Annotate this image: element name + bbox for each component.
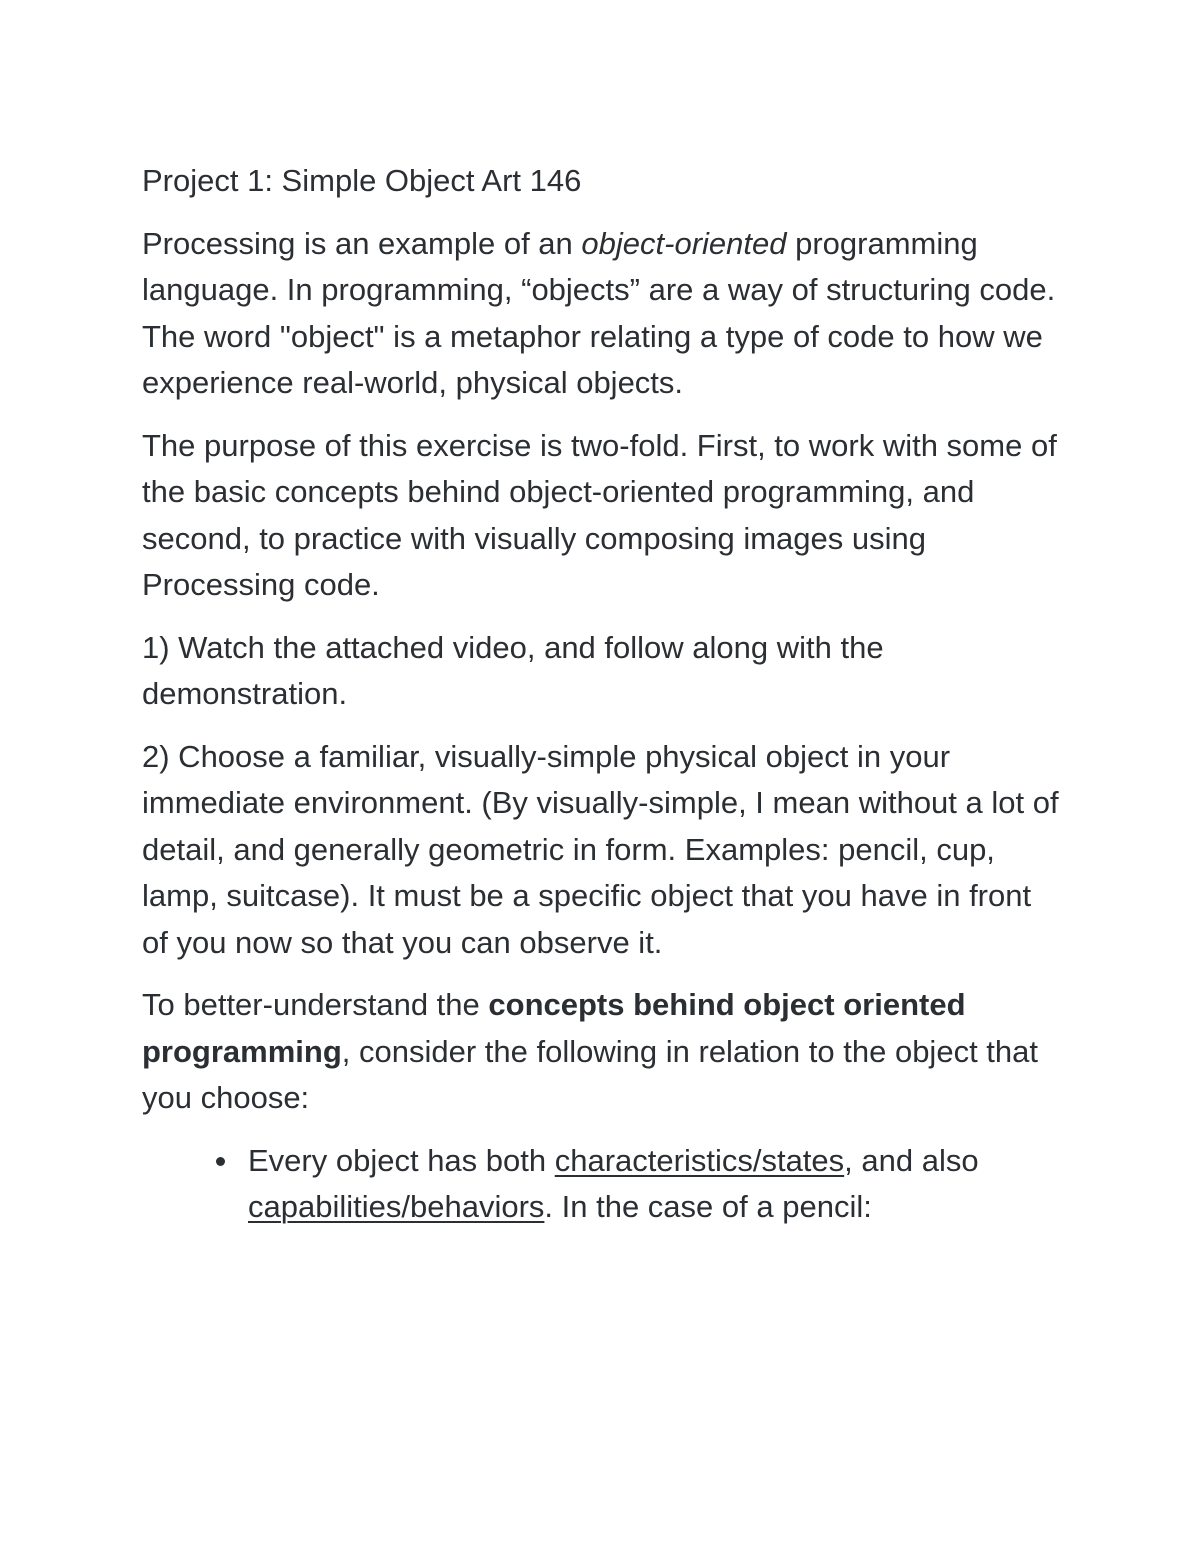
intro-text-start: Processing is an example of an xyxy=(142,225,582,261)
concepts-bold: concepts behind object oriented programming xyxy=(142,987,966,1069)
page-title: Project 1: Simple Object Art 146 xyxy=(142,163,582,198)
bullet-text-mid: , and also xyxy=(844,1142,979,1178)
concepts-paragraph xyxy=(142,982,1062,1122)
underlined-characteristics: characteristics/states xyxy=(554,1142,845,1178)
list-item xyxy=(248,1138,1062,1231)
purpose-paragraph: The purpose of this exercise is two-fold. First, to work with some of the basic concepts behind object-oriented programming, and second, to practice with visually composing images using Processing code. xyxy=(142,427,1057,602)
concepts-text-end: , consider the following in relation to the object that you choose: xyxy=(142,1033,1038,1115)
bullet-dot-icon xyxy=(216,1157,225,1166)
bullet-text-start: Every object has both xyxy=(248,1142,555,1178)
concepts-text-start: To better-understand the xyxy=(142,987,489,1022)
bullet-text-end: . In the case of a pencil: xyxy=(544,1189,872,1224)
underlined-capabilities: capabilities/behaviors xyxy=(248,1189,545,1224)
bullet-list xyxy=(142,1138,1062,1231)
document-page xyxy=(142,158,1062,1231)
step-2-paragraph: 2) Choose a familiar, visually-simple physical object in your immediate environment. (By visually-simple, I mean without a lot of detail, and generally geometric in form. Examples: pencil, cup, lamp, suitcase). It must be a specific object that you have in front of you now so that you can observe it. xyxy=(142,738,1059,960)
intro-emphasis: object-oriented xyxy=(581,225,787,261)
intro-text-end: programming language. In programming, “objects” are a way of structuring code. The word "object" is a metaphor relating a type of code to how we experience real-world, physical objects. xyxy=(142,225,1056,400)
step-1-paragraph: 1) Watch the attached video, and follow along with the demonstration. xyxy=(142,629,884,711)
intro-paragraph xyxy=(142,221,1062,407)
